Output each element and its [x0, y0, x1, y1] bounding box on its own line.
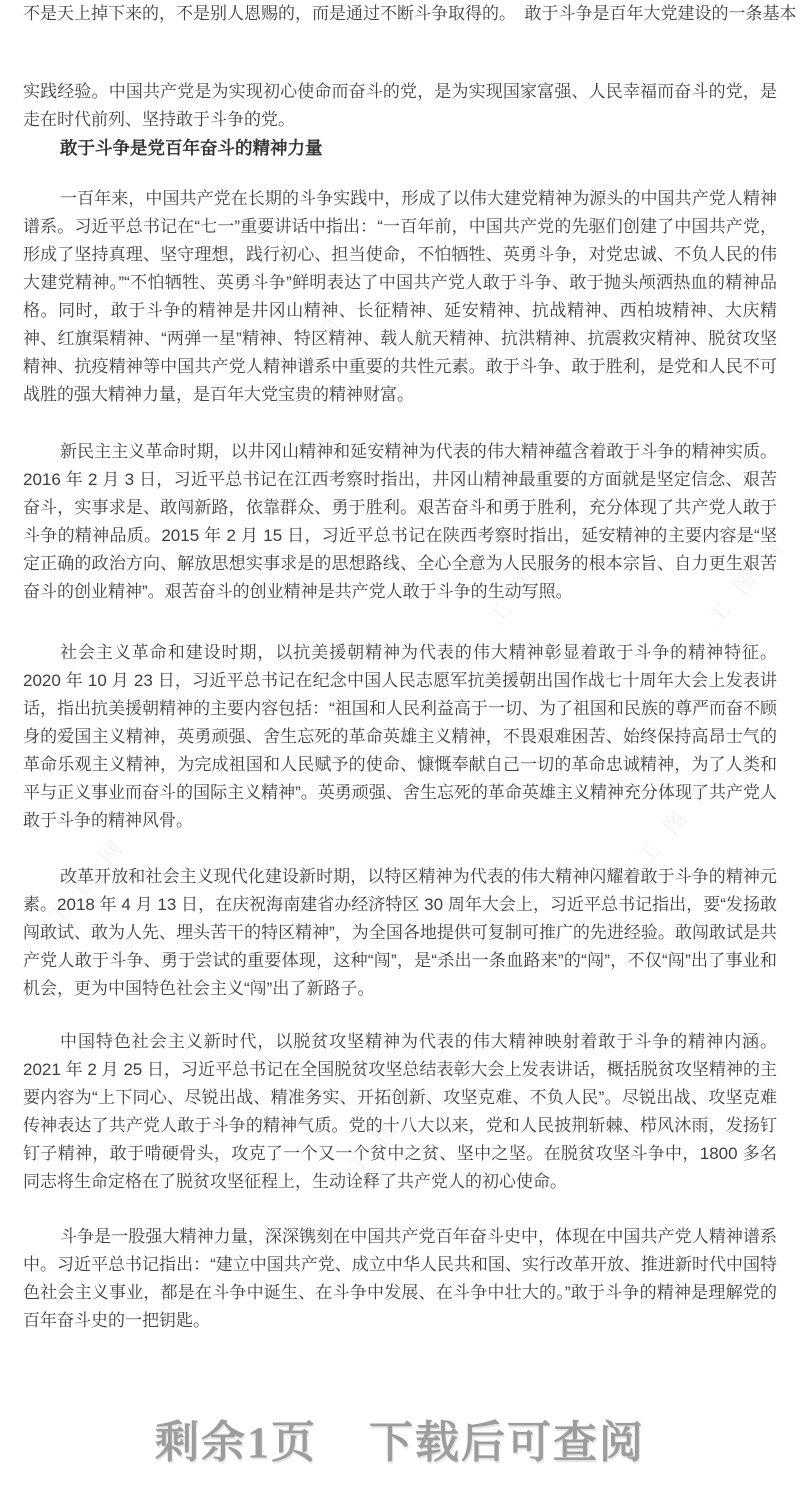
watermark-text: 工图网 [702, 522, 799, 631]
watermark-text: 工图网 [632, 762, 729, 871]
body-paragraph: 中国特色社会主义新时代，以脱贫攻坚精神为代表的伟大精神映射着敢于斗争的精神内涵。2021 年 2 月 25 日，习近平总书记在全国脱贫攻坚总结表彰大会上发表讲话，概括脱贫攻坚精神的主要内容为“上下同心、尽锐出战、精准务实、开拓创新、攻坚克难、不负人民”。尽锐出战、攻坚克难传神表达了共产党人敢于斗争的精神气质。党的十八大以来，党和人民披荆斩棘、栉风沐雨，发扬钉钉子精神，敢于啃硬骨头，攻克了一个又一个贫中之贫、坚中之坚。在脱贫攻坚斗争中，1800 多名同志将生命定格在了脱贫攻坚征程上，生动诠释了共产党人的初心使命。 [23, 1032, 777, 1191]
opening-paragraph: 实践经验。中国共产党是为实现初心使命而奋斗的党，是为实现国家富强、人民幸福而奋斗的党，是走在时代前列、坚持敢于斗争的党。 [23, 82, 777, 129]
body-paragraph: 斗争是一股强大精神力量，深深镌刻在中国共产党百年奋斗史中，体现在中国共产党人精神谱系中。习近平总书记指出：“建立中国共产党、成立中华人民共和国、实行改革开放、推进新时代中国特色社会主义事业，都是在斗争中诞生、在斗争中发展、在斗争中壮大的。”敢于斗争的精神是理解党的百年奋斗史的一把钥匙。 [23, 1227, 777, 1330]
preview-footer-notice [0, 1417, 800, 1469]
body-paragraph: 新民主主义革命时期，以井冈山精神和延安精神为代表的伟大精神蕴含着敢于斗争的精神实质。2016 年 2 月 3 日，习近平总书记在江西考察时指出，井冈山精神最重要的方面就是坚定信念、艰苦奋斗，实事求是、敢闯新路，依靠群众、勇于胜利。艰苦奋斗和勇于胜利，充分体现了共产党人敢于斗争的精神品质。2015 年 2 月 15 日，习近平总书记在陕西考察时指出，延安精神的主要内容是“坚定正确的政治方向、解放思想实事求是的思想路线、全心全意为人民服务的根本宗旨、自力更生艰苦奋斗的创业精神”。艰苦奋斗的创业精神是共产党人敢于斗争的生动写照。 [23, 442, 777, 601]
body-paragraph: 社会主义革命和建设时期，以抗美援朝精神为代表的伟大精神彰显着敢于斗争的精神特征。2020 年 10 月 23 日，习近平总书记在纪念中国人民志愿军抗美援朝出国作战七十周年大会上发表讲话，指出抗美援朝精神的主要内容包括：“祖国和人民利益高于一切、为了祖国和民族的尊严而奋不顾身的爱国主义精神，英勇顽强、舍生忘死的革命英雄主义精神，不畏艰难困苦、始终保持高昂士气的革命乐观主义精神，为完成祖国和人民赋予的使命、慷慨奉献自己一切的革命忠诚精神，为了人类和平与正义事业而奋斗的国际主义精神”。英勇顽强、舍生忘死的革命英雄主义精神充分体现了共产党人敢于斗争的精神风骨。 [23, 643, 777, 830]
watermark-text: 工图网 [262, 302, 359, 411]
watermark-text: 工图网 [342, 1072, 439, 1181]
body-paragraph: 改革开放和社会主义现代化建设新时期，以特区精神为代表的伟大精神闪耀着敢于斗争的精神元素。2018 年 4 月 13 日，在庆祝海南建省办经济特区 30 周年大会上，习近平总书记指出，要“发扬敢闯敢试、敢为人先、埋头苦干的特区精神”，为全国各地提供可复制可推广的先进经验。敢闯敢试是共产党人敢于斗争、勇于尝试的重要体现，这种“闯”，是“杀出一条血路来”的“闯”，不仅“闯”出了事业和机会，更为中国特色社会主义“闯”出了新路子。 [23, 867, 777, 998]
watermark-text: 工图网 [482, 522, 579, 631]
remaining-pages-label: 剩余1页 [155, 1418, 317, 1467]
page-top-clipped-line: 不是天上掉下来的，不是别人恩赐的，而是通过不断斗争取得的。 敢于斗争是百年大党建设的一条基本 [23, 4, 797, 23]
watermark-text: 工图网 [42, 822, 139, 931]
section-heading: 敢于斗争是党百年奋斗的精神力量 [60, 138, 323, 158]
download-hint-label: 下载后可查阅 [369, 1418, 645, 1467]
body-paragraph: 一百年来，中国共产党在长期的斗争实践中，形成了以伟大建党精神为源头的中国共产党人精神谱系。习近平总书记在“七一”重要讲话中指出：“一百年前，中国共产党的先驱们创建了中国共产党，形成了坚持真理、坚守理想，践行初心、担当使命，不怕牺牲、英勇斗争，对党忠诚、不负人民的伟大建党精神。”“不怕牺牲、英勇斗争”鲜明表达了中国共产党人敢于斗争、敢于抛头颅洒热血的精神品格。同时，敢于斗争的精神是井冈山精神、长征精神、延安精神、抗战精神、西柏坡精神、大庆精神、红旗渠精神、“两弹一星”精神、特区精神、载人航天精神、抗洪精神、抗震救灾精神、脱贫攻坚精神、抗疫精神等中国共产党人精神谱系中重要的共性元素。敢于斗争、敢于胜利，是党和人民不可战胜的强大精神力量，是百年大党宝贵的精神财富。 [23, 189, 777, 404]
